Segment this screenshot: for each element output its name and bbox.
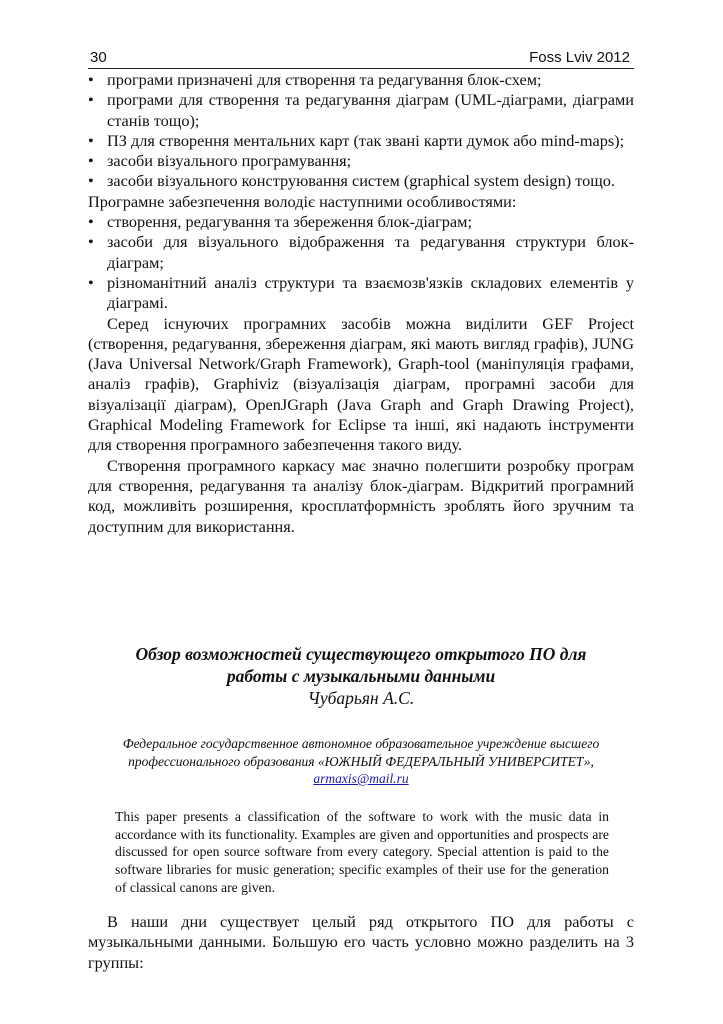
article-title-line: Обзор возможностей существующего открытого ПО для — [135, 644, 587, 664]
article-heading — [88, 643, 634, 709]
article-title-line: работы с музыкальными данными — [226, 666, 496, 686]
list-item: • програми для створення та редагування діаграм (UML-діаграми, діаграми станів тощо); — [88, 90, 634, 130]
page-number: 30 — [90, 49, 107, 66]
list-item: • засоби візуального програмування; — [88, 151, 352, 171]
abstract — [115, 808, 609, 897]
paragraph: Серед існуючих програмних засобів можна виділити GEF Project (створення, редагування, збереження діаграм, які мають вигляд графів), JUNG (Java Universal Network/Graph Framework), Graph-tool (маніпуляція графами, аналіз графів), Graphiviz (візуалізація діаграм, програмні засоби для візуалізації діаграм), OpenJGraph (Java Graph and Graph Drawing Project), Graphical Modeling Framework for Eclipse та інші, які надають інструменти для створення програмного забезпечення такого виду. — [88, 313, 634, 455]
affiliation-text: Федеральное государственное автономное образовательное учреждение высшего профессионального образования «ЮЖНЫЙ ФЕДЕРАЛЬНЫЙ УНИВЕРСИТЕТ», — [122, 736, 600, 769]
paragraph: Створення програмного каркасу має значно полегшити розробку програм для створення, редагування та аналізу блок-діаграм. Відкритий програмний код, можливіть розширення, кросплатформність зроблять його зручним та доступним для використання. — [88, 455, 634, 536]
bullet-icon: • — [88, 70, 94, 89]
bullet-icon: • — [88, 90, 94, 110]
paragraph: В наши дни существует целый ряд открытого ПО для работы с музыкальными данными. Большую его часть условно можно разделить на 3 группы: — [88, 912, 634, 972]
bullet-icon: • — [88, 212, 94, 232]
bullet-icon: • — [88, 232, 94, 252]
bullet-icon: • — [88, 151, 94, 171]
list-item: • різноманітний аналіз структури та взаємозв'язків складових елементів у діаграмі. — [88, 272, 634, 313]
abstract-text: This paper presents a classification of the software to work with the music data in accordance with its functionality. Examples are given and opportunities and prospects are discussed for open source software from every category. Special attention is paid to the software libraries for music generation; specific examples of their use for the generation of classical canons are given. — [115, 809, 609, 895]
list-item: • створення, редагування та збереження блок-діаграм; — [88, 212, 472, 232]
author-affiliation — [88, 735, 634, 788]
bullet-icon: • — [88, 272, 94, 292]
features-intro: Програмне забезпечення володіє наступними особливостями: — [88, 191, 517, 211]
bullet-icon: • — [88, 171, 94, 191]
list-item: • ПЗ для створення ментальних карт (так звані карти думок або mind-maps); — [88, 130, 625, 150]
article-author: Чубарьян А.С. — [307, 688, 415, 708]
bullet-icon: • — [88, 130, 94, 150]
previous-article-body — [88, 70, 634, 537]
list-item: • програми призначені для створення та редагування блок-схем; — [88, 70, 542, 89]
article-intro — [88, 912, 634, 973]
list-item: • засоби візуального конструювання систем (graphical system design) тощо. — [88, 171, 615, 191]
conference-name: Foss Lviv 2012 — [529, 49, 630, 66]
list-item: • засоби для візуального відображення та редагування структури блок-діаграм; — [88, 232, 634, 272]
author-email-link[interactable]: armaxis@mail.ru — [313, 771, 409, 786]
running-header — [88, 48, 634, 69]
